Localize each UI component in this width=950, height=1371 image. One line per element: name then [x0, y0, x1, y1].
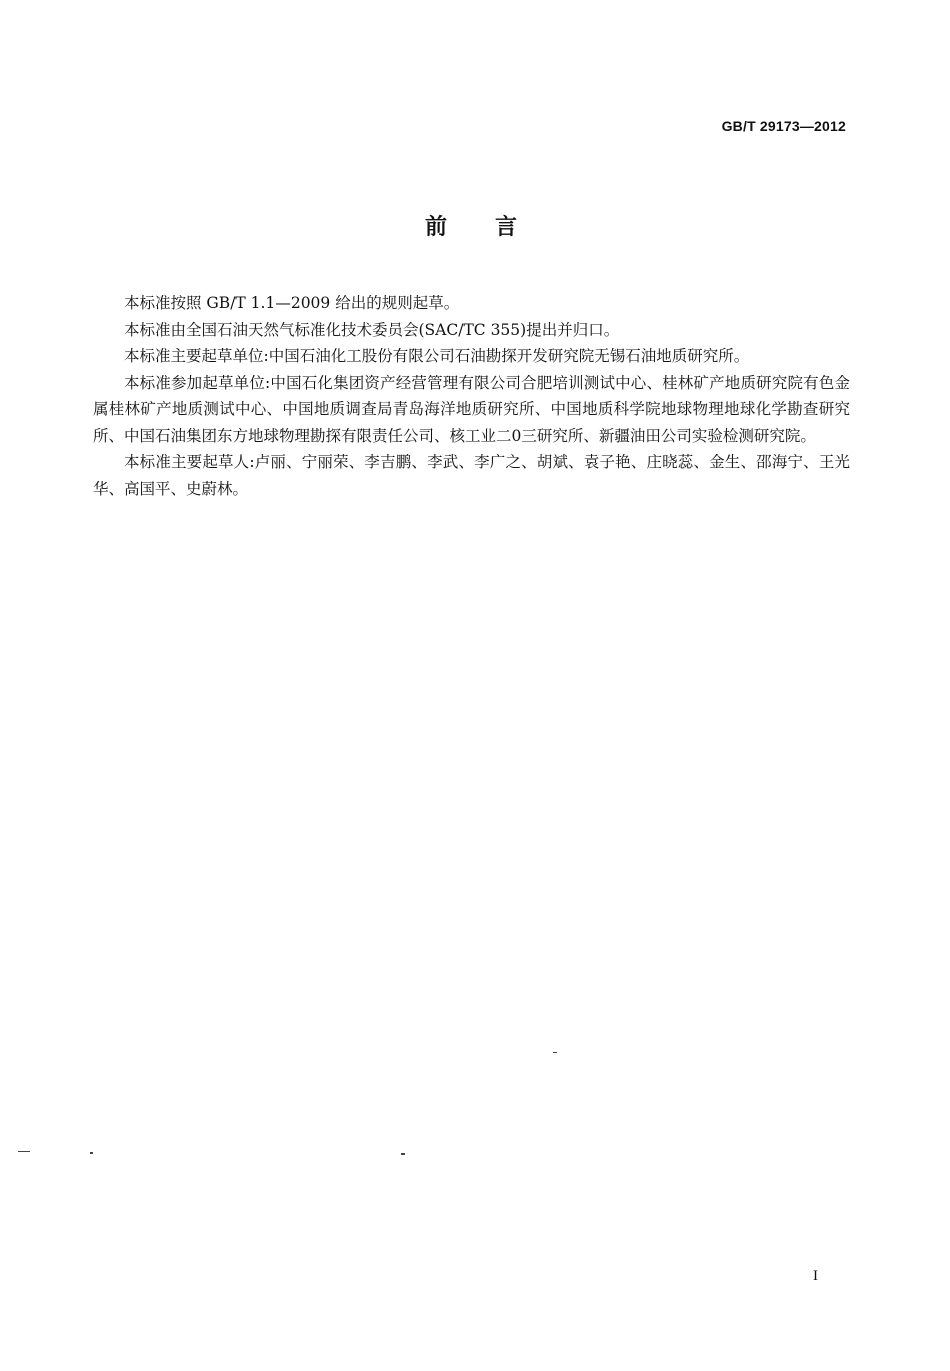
scan-artifact	[401, 1153, 405, 1155]
paragraph-proposed-by: 本标准由全国石油天然气标准化技术委员会(SAC/TC 355)提出并归口。	[124, 320, 620, 339]
paragraph-participating-units: 本标准参加起草单位:中国石化集团资产经营管理有限公司合肥培训测试中心、桂林矿产地质研究院有色金属桂林矿产地质测试中心、中国地质调查局青岛海洋地质研究所、中国地质科学院地球物理地球化学勘查研究所、中国石油集团东方地球物理勘探有限责任公司、核工业二0三研究所、新疆油田公司实验检测研究院。	[93, 373, 850, 445]
paragraph-drafting-rules: 本标准按照 GB/T 1.1—2009 给出的规则起草。	[124, 294, 460, 312]
page-title: 前言	[424, 215, 565, 240]
page-number: I	[813, 1268, 818, 1284]
scan-artifact	[553, 1052, 557, 1053]
scan-artifact	[90, 1152, 93, 1154]
standard-code: GB/T 29173—2012	[721, 118, 846, 134]
document-body	[93, 290, 850, 502]
paragraph-main-drafters: 本标准主要起草人:卢丽、宁丽荣、李吉鹏、李武、李广之、胡斌、袁子艳、庄晓蕊、金生、邵海宁、王光华、高国平、史蔚林。	[93, 453, 850, 498]
paragraph-main-drafting-unit: 本标准主要起草单位:中国石油化工股份有限公司石油勘探开发研究院无锡石油地质研究所。	[124, 347, 750, 365]
scan-artifact	[18, 1151, 30, 1152]
